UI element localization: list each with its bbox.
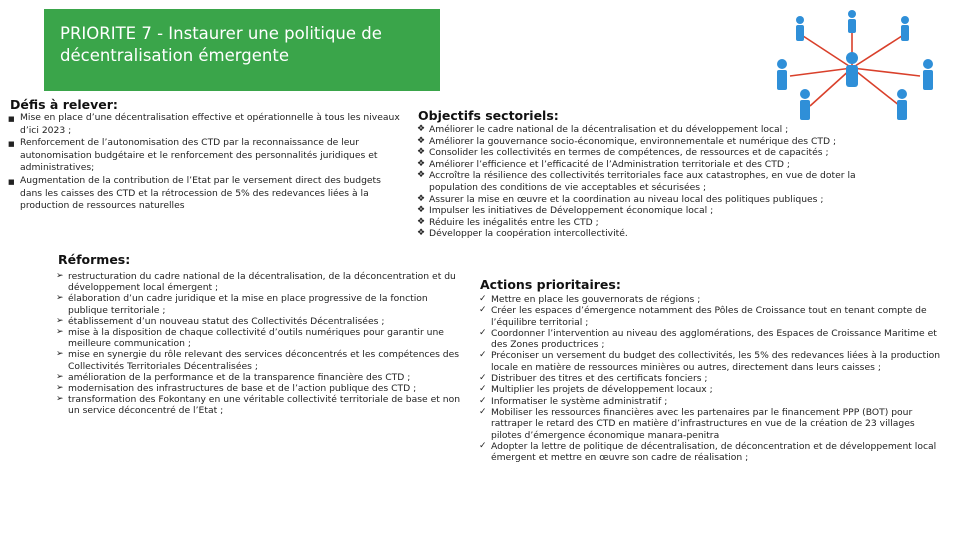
list-item: ❖ Assurer la mise en œuvre et la coordination au niveau local des politiques publiques ; — [417, 193, 824, 205]
defis-heading: Défis à relever: — [10, 97, 118, 112]
list-item: ■ Mise en place d’une décentralisation effective et opérationnelle à tous les niveaux d’ici 2023 ; — [8, 112, 400, 136]
list-item: ✓ Préconiser un versement du budget des collectivités, les 5% des redevances liées à la production locale en matière de ressources minières ou autres, directement dans leurs caisses ; — [479, 350, 941, 373]
defis-list — [8, 112, 403, 213]
person-center — [846, 52, 858, 87]
title-banner — [44, 9, 440, 91]
list-item: ✓ Multiplier les projets de développement locaux ; — [479, 384, 713, 396]
objectifs-list — [417, 124, 892, 240]
list-item: ❖ Réduire les inégalités entre les CTD ; — [417, 216, 599, 228]
list-item: ✓ Créer les espaces d’émergence notamment des Pôles de Croissance tout en tenant compte de l’équilibre territorial ; — [479, 305, 927, 328]
reformes-heading: Réformes: — [58, 252, 131, 267]
list-item: ➢ mise à la disposition de chaque collectivité d’outils numériques pour garantir une meilleure communication ; — [56, 327, 444, 350]
objectifs-heading: Objectifs sectoriels: — [418, 108, 559, 123]
person-figures — [777, 10, 933, 120]
list-item: ✓ Informatiser le système administratif ; — [479, 395, 668, 407]
actions-list — [479, 294, 944, 463]
list-item: ❖ Accroître la résilience des collectivités territoriales face aux catastrophes, en vue de doter la population des conditions de vie acceptables et sécurisées ; — [417, 170, 856, 193]
list-item: ➢ mise en synergie du rôle relevant des services déconcentrés et les compétences des Collectivités Territoriales Décentralisées ; — [56, 349, 460, 372]
list-item: ✓ Distribuer des titres et des certificats fonciers ; — [479, 373, 708, 385]
list-item: ■ Augmentation de la contribution de l’Etat par le versement direct des budgets dans les caisses des CTD et la rétrocession de 5% des redevances liées à la production de ressources naturelles — [8, 174, 381, 212]
list-item: ➢ transformation des Fokontany en une véritable collectivité territoriale de base et non un service déconcentré de l’Etat ; — [56, 394, 461, 417]
list-item: ➢ modernisation des infrastructures de base et de l’action publique des CTD ; — [56, 383, 417, 395]
list-item: ❖ Développer la coopération intercollectivité. — [417, 228, 628, 240]
list-item: ❖ Consolider les collectivités en termes de compétences, de ressources et de capacités ; — [417, 147, 829, 159]
list-item: ❖ Améliorer l’efficience et l’efficacité de l’Administration territoriale et des CTD ; — [417, 158, 790, 170]
list-item: ❖ Impulser les initiatives de Développement économique local ; — [417, 205, 714, 217]
list-item: ➢ amélioration de la performance et de la transparence financière des CTD ; — [56, 371, 411, 383]
list-item: ✓ Mobiliser les ressources financières avec les partenaires par le financement PPP (BOT) pour rattraper le retard des CTD en matière d’infrastructures en vue de la création de 23 villages pilotes d’émergence économique manara-penitra — [479, 406, 915, 441]
list-item: ❖ Améliorer la gouvernance socio-économique, environnementale et numérique des CTD ; — [417, 135, 837, 147]
actions-heading: Actions prioritaires: — [480, 277, 621, 292]
list-item: ✓ Adopter la lettre de politique de décentralisation, de déconcentration et de développement local émergent et mettre en œuvre son cadre de réalisation ; — [479, 440, 937, 464]
list-item: ❖ Améliorer le cadre national de la décentralisation et du développement local ; — [417, 124, 789, 135]
list-item: ➢ établissement d’un nouveau statut des Collectivités Décentralisées ; — [56, 315, 385, 327]
list-item: ✓ Mettre en place les gouvernorats de régions ; — [479, 294, 701, 305]
list-item: ➢ restructuration du cadre national de la décentralisation, de la déconcentration et du développement local émergent ; — [56, 271, 456, 294]
people-network-illustration — [760, 6, 950, 124]
list-item: ■ Renforcement de l’autonomisation des CTD par la reconnaissance de leur autonomisation budgétaire et le renforcement des personnalités juridiques et administratives; — [8, 137, 378, 174]
list-item: ✓ Coordonner l’intervention au niveau des agglomérations, des Espaces de Croissance Maritime et des Zones productrices ; — [479, 327, 937, 351]
reformes-list — [56, 271, 470, 417]
page-title: PRIORITE 7 - Instaurer une politique de décentralisation émergente — [60, 24, 382, 65]
list-item: ➢ élaboration d’un cadre juridique et la mise en place progressive de la fonction publique territoriale ; — [56, 293, 428, 316]
